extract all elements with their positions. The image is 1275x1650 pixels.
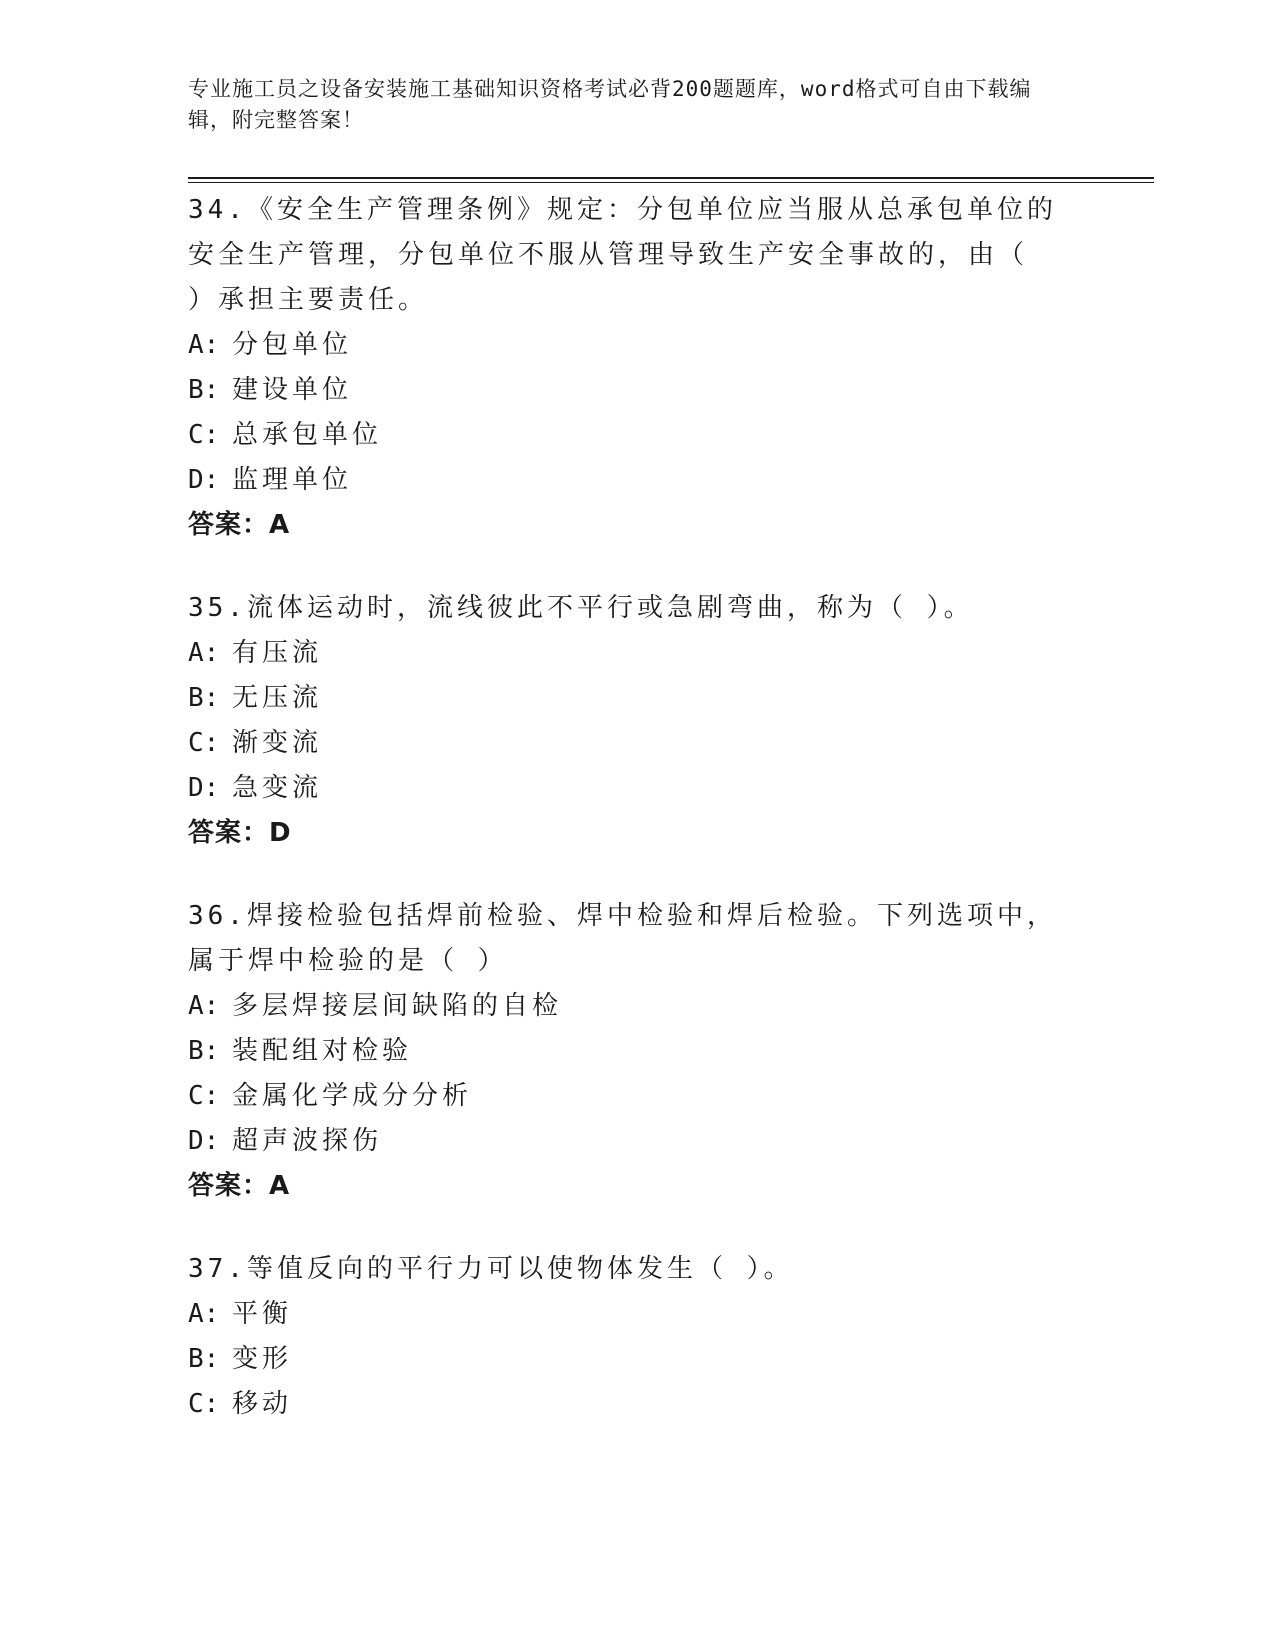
question-stem: 36.焊接检验包括焊前检验、焊中检验和焊后检验。下列选项中，属于焊中检验的是（ ） [188,901,1057,976]
option-label: C: [188,1081,220,1111]
option-text: 无压流 [232,683,323,713]
header-divider-thick [188,177,1154,179]
option-b [188,1029,1088,1074]
option-text: 多层焊接层间缺陷的自检 [232,991,563,1021]
option-c [188,721,1088,766]
option-text: 装配组对检验 [232,1036,413,1066]
option-label: A: [188,638,220,668]
question-stem: 35.流体运动时，流线彼此不平行或急剧弯曲，称为（ ）。 [188,593,974,623]
question-36 [188,894,1088,1209]
option-label: D: [188,465,220,495]
option-label: A: [188,991,220,1021]
option-c [188,1382,1088,1427]
option-text: 变形 [232,1344,293,1374]
answer: 答案：A [188,510,291,540]
option-d [188,766,1088,811]
option-c [188,413,1088,458]
option-text: 金属化学成分分析 [232,1081,473,1111]
option-text: 急变流 [232,773,323,803]
option-b [188,368,1088,413]
document-header: 专业施工员之设备安装施工基础知识资格考试必背200题题库，word格式可自由下载编辑，附完整答案！ [188,77,1032,132]
option-a [188,984,1088,1029]
option-a [188,631,1088,676]
option-a [188,1292,1088,1337]
option-text: 移动 [232,1389,293,1419]
question-37 [188,1247,1088,1427]
option-b [188,1337,1088,1382]
option-label: C: [188,728,220,758]
option-label: C: [188,420,220,450]
header-divider-thin [188,182,1154,183]
option-text: 平衡 [232,1299,293,1329]
question-35 [188,586,1088,856]
option-text: 建设单位 [232,375,353,405]
option-text: 渐变流 [232,728,323,758]
option-text: 总承包单位 [232,420,383,450]
option-text: 监理单位 [232,465,353,495]
option-label: B: [188,1344,220,1374]
option-c [188,1074,1088,1119]
answer: 答案：D [188,818,292,848]
option-label: A: [188,330,220,360]
option-text: 超声波探伤 [232,1126,383,1156]
answer: 答案：A [188,1171,291,1201]
option-label: B: [188,683,220,713]
option-text: 分包单位 [232,330,353,360]
option-a [188,323,1088,368]
question-34 [188,188,1088,548]
option-text: 有压流 [232,638,323,668]
option-label: B: [188,1036,220,1066]
option-label: B: [188,375,220,405]
question-stem: 37.等值反向的平行力可以使物体发生（ ）。 [188,1254,794,1284]
question-list [188,188,1088,1465]
option-label: D: [188,1126,220,1156]
option-d [188,458,1088,503]
option-d [188,1119,1088,1164]
option-label: D: [188,773,220,803]
question-stem: 34.《安全生产管理条例》规定：分包单位应当服从总承包单位的安全生产管理，分包单位不服从管理导致生产安全事故的，由（ ）承担主要责任。 [188,195,1057,315]
option-label: C: [188,1389,220,1419]
option-label: A: [188,1299,220,1329]
option-b [188,676,1088,721]
